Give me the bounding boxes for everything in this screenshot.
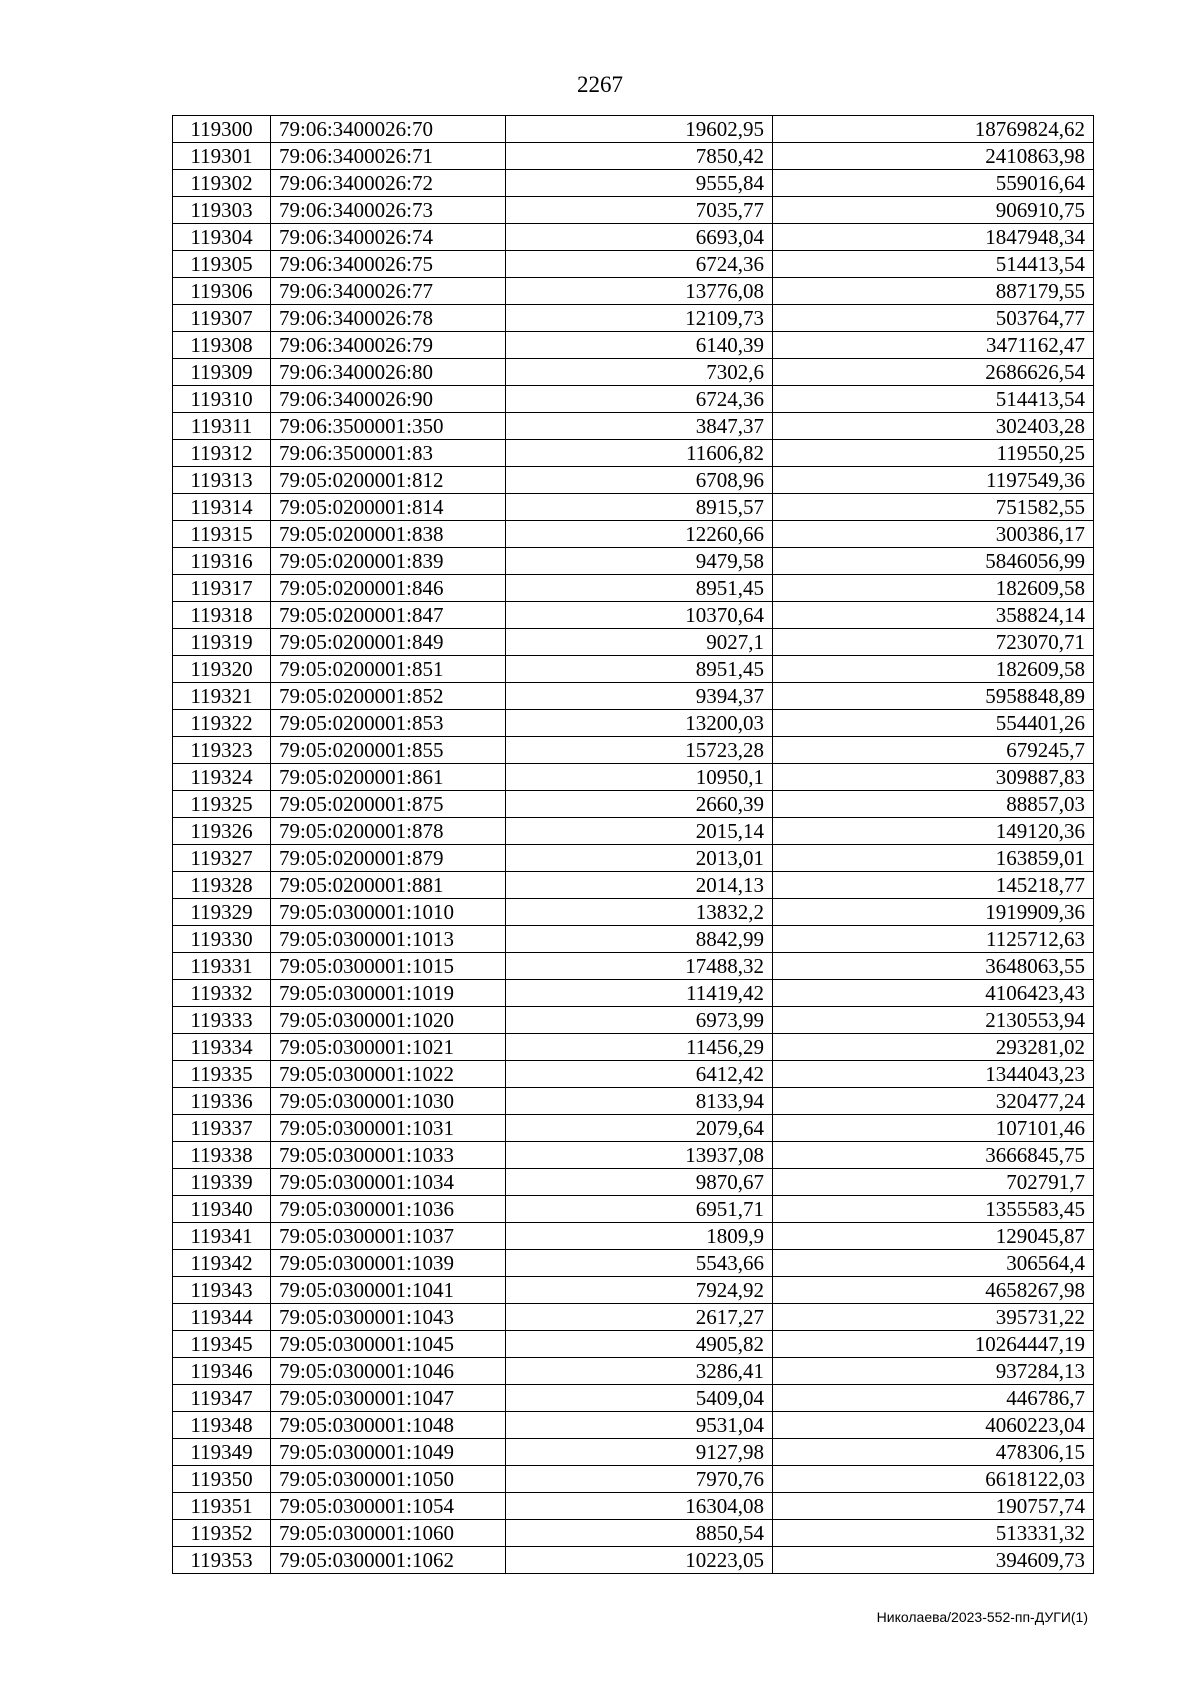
area-cell: 11456,29 xyxy=(506,1034,773,1061)
area-cell: 6724,36 xyxy=(506,251,773,278)
row-number-cell: 119327 xyxy=(173,845,271,872)
table-row xyxy=(173,440,1094,467)
cadastral-value-cell: 302403,28 xyxy=(773,413,1094,440)
area-cell: 11606,82 xyxy=(506,440,773,467)
table-row xyxy=(173,359,1094,386)
cadastral-number-cell: 79:05:0300001:1030 xyxy=(271,1088,506,1115)
row-number-cell: 119345 xyxy=(173,1331,271,1358)
area-cell: 9555,84 xyxy=(506,170,773,197)
table-row xyxy=(173,575,1094,602)
area-cell: 12109,73 xyxy=(506,305,773,332)
row-number-cell: 119342 xyxy=(173,1250,271,1277)
row-number-cell: 119333 xyxy=(173,1007,271,1034)
cadastral-number-cell: 79:05:0300001:1015 xyxy=(271,953,506,980)
cadastral-value-cell: 1344043,23 xyxy=(773,1061,1094,1088)
cadastral-number-cell: 79:05:0300001:1034 xyxy=(271,1169,506,1196)
cadastral-value-cell: 1355583,45 xyxy=(773,1196,1094,1223)
cadastral-number-cell: 79:05:0200001:875 xyxy=(271,791,506,818)
table-row xyxy=(173,170,1094,197)
row-number-cell: 119338 xyxy=(173,1142,271,1169)
cadastral-number-cell: 79:05:0200001:855 xyxy=(271,737,506,764)
cadastral-number-cell: 79:05:0300001:1054 xyxy=(271,1493,506,1520)
row-number-cell: 119344 xyxy=(173,1304,271,1331)
cadastral-number-cell: 79:05:0300001:1049 xyxy=(271,1439,506,1466)
cadastral-value-cell: 702791,7 xyxy=(773,1169,1094,1196)
row-number-cell: 119306 xyxy=(173,278,271,305)
cadastral-number-cell: 79:05:0300001:1060 xyxy=(271,1520,506,1547)
table-row xyxy=(173,1358,1094,1385)
table-row xyxy=(173,305,1094,332)
cadastral-value-cell: 3471162,47 xyxy=(773,332,1094,359)
cadastral-number-cell: 79:06:3400026:90 xyxy=(271,386,506,413)
cadastral-value-cell: 394609,73 xyxy=(773,1547,1094,1574)
table-row xyxy=(173,818,1094,845)
table-row xyxy=(173,899,1094,926)
row-number-cell: 119314 xyxy=(173,494,271,521)
table-row xyxy=(173,1412,1094,1439)
area-cell: 10950,1 xyxy=(506,764,773,791)
row-number-cell: 119349 xyxy=(173,1439,271,1466)
area-cell: 17488,32 xyxy=(506,953,773,980)
table-row xyxy=(173,1466,1094,1493)
row-number-cell: 119319 xyxy=(173,629,271,656)
area-cell: 13776,08 xyxy=(506,278,773,305)
table-row xyxy=(173,1061,1094,1088)
cadastral-number-cell: 79:05:0300001:1010 xyxy=(271,899,506,926)
area-cell: 7035,77 xyxy=(506,197,773,224)
row-number-cell: 119301 xyxy=(173,143,271,170)
area-cell: 8850,54 xyxy=(506,1520,773,1547)
row-number-cell: 119353 xyxy=(173,1547,271,1574)
table-row xyxy=(173,845,1094,872)
cadastral-number-cell: 79:06:3400026:71 xyxy=(271,143,506,170)
cadastral-number-cell: 79:05:0300001:1037 xyxy=(271,1223,506,1250)
cadastral-number-cell: 79:05:0300001:1048 xyxy=(271,1412,506,1439)
area-cell: 19602,95 xyxy=(506,116,773,143)
area-cell: 10370,64 xyxy=(506,602,773,629)
table-row xyxy=(173,764,1094,791)
table-row xyxy=(173,1331,1094,1358)
area-cell: 9127,98 xyxy=(506,1439,773,1466)
area-cell: 9479,58 xyxy=(506,548,773,575)
area-cell: 3286,41 xyxy=(506,1358,773,1385)
table-row xyxy=(173,1493,1094,1520)
cadastral-number-cell: 79:05:0300001:1036 xyxy=(271,1196,506,1223)
row-number-cell: 119302 xyxy=(173,170,271,197)
cadastral-number-cell: 79:05:0200001:853 xyxy=(271,710,506,737)
cadastral-value-cell: 2686626,54 xyxy=(773,359,1094,386)
cadastral-number-cell: 79:06:3500001:350 xyxy=(271,413,506,440)
cadastral-value-cell: 306564,4 xyxy=(773,1250,1094,1277)
area-cell: 5543,66 xyxy=(506,1250,773,1277)
cadastral-value-cell: 937284,13 xyxy=(773,1358,1094,1385)
cadastral-value-cell: 3648063,55 xyxy=(773,953,1094,980)
document-reference: Николаева/2023-552-пп-ДУГИ(1) xyxy=(876,1609,1088,1625)
cadastral-number-cell: 79:05:0200001:812 xyxy=(271,467,506,494)
area-cell: 6412,42 xyxy=(506,1061,773,1088)
area-cell: 6140,39 xyxy=(506,332,773,359)
cadastral-value-cell: 293281,02 xyxy=(773,1034,1094,1061)
cadastral-value-cell: 906910,75 xyxy=(773,197,1094,224)
area-cell: 7924,92 xyxy=(506,1277,773,1304)
cadastral-value-cell: 1197549,36 xyxy=(773,467,1094,494)
cadastral-value-cell: 1125712,63 xyxy=(773,926,1094,953)
cadastral-value-cell: 88857,03 xyxy=(773,791,1094,818)
cadastral-value-cell: 395731,22 xyxy=(773,1304,1094,1331)
cadastral-number-cell: 79:05:0300001:1031 xyxy=(271,1115,506,1142)
area-cell: 6693,04 xyxy=(506,224,773,251)
table-row xyxy=(173,1115,1094,1142)
table-row xyxy=(173,332,1094,359)
area-cell: 7850,42 xyxy=(506,143,773,170)
cadastral-number-cell: 79:06:3400026:75 xyxy=(271,251,506,278)
row-number-cell: 119310 xyxy=(173,386,271,413)
table-row xyxy=(173,1223,1094,1250)
row-number-cell: 119312 xyxy=(173,440,271,467)
table-row xyxy=(173,1304,1094,1331)
row-number-cell: 119325 xyxy=(173,791,271,818)
table-row xyxy=(173,1385,1094,1412)
area-cell: 8842,99 xyxy=(506,926,773,953)
cadastral-value-cell: 1847948,34 xyxy=(773,224,1094,251)
row-number-cell: 119321 xyxy=(173,683,271,710)
cadastral-value-cell: 446786,7 xyxy=(773,1385,1094,1412)
area-cell: 2014,13 xyxy=(506,872,773,899)
area-cell: 9027,1 xyxy=(506,629,773,656)
area-cell: 6973,99 xyxy=(506,1007,773,1034)
area-cell: 13937,08 xyxy=(506,1142,773,1169)
cadastral-number-cell: 79:05:0200001:849 xyxy=(271,629,506,656)
area-cell: 8133,94 xyxy=(506,1088,773,1115)
row-number-cell: 119316 xyxy=(173,548,271,575)
cadastral-value-cell: 10264447,19 xyxy=(773,1331,1094,1358)
cadastral-value-cell: 2130553,94 xyxy=(773,1007,1094,1034)
cadastral-value-cell: 559016,64 xyxy=(773,170,1094,197)
cadastral-value-cell: 300386,17 xyxy=(773,521,1094,548)
cadastral-value-cell: 5958848,89 xyxy=(773,683,1094,710)
area-cell: 2660,39 xyxy=(506,791,773,818)
table-row xyxy=(173,278,1094,305)
cadastral-value-cell: 554401,26 xyxy=(773,710,1094,737)
table-row xyxy=(173,116,1094,143)
cadastral-number-cell: 79:06:3400026:74 xyxy=(271,224,506,251)
cadastral-number-cell: 79:05:0300001:1041 xyxy=(271,1277,506,1304)
row-number-cell: 119304 xyxy=(173,224,271,251)
row-number-cell: 119305 xyxy=(173,251,271,278)
row-number-cell: 119300 xyxy=(173,116,271,143)
cadastral-value-cell: 478306,15 xyxy=(773,1439,1094,1466)
table-row xyxy=(173,1142,1094,1169)
cadastral-number-cell: 79:06:3500001:83 xyxy=(271,440,506,467)
cadastral-value-cell: 2410863,98 xyxy=(773,143,1094,170)
area-cell: 7302,6 xyxy=(506,359,773,386)
row-number-cell: 119309 xyxy=(173,359,271,386)
row-number-cell: 119337 xyxy=(173,1115,271,1142)
area-cell: 2079,64 xyxy=(506,1115,773,1142)
cadastral-value-cell: 6618122,03 xyxy=(773,1466,1094,1493)
table-row xyxy=(173,413,1094,440)
cadastral-number-cell: 79:05:0200001:839 xyxy=(271,548,506,575)
area-cell: 8915,57 xyxy=(506,494,773,521)
cadastral-value-cell: 309887,83 xyxy=(773,764,1094,791)
cadastral-value-cell: 119550,25 xyxy=(773,440,1094,467)
cadastral-number-cell: 79:05:0200001:838 xyxy=(271,521,506,548)
cadastral-value-cell: 887179,55 xyxy=(773,278,1094,305)
row-number-cell: 119343 xyxy=(173,1277,271,1304)
area-cell: 9394,37 xyxy=(506,683,773,710)
area-cell: 6724,36 xyxy=(506,386,773,413)
row-number-cell: 119322 xyxy=(173,710,271,737)
cadastral-value-cell: 18769824,62 xyxy=(773,116,1094,143)
cadastral-value-cell: 513331,32 xyxy=(773,1520,1094,1547)
cadastral-number-cell: 79:06:3400026:80 xyxy=(271,359,506,386)
row-number-cell: 119315 xyxy=(173,521,271,548)
cadastral-value-table xyxy=(172,115,1094,1574)
area-cell: 10223,05 xyxy=(506,1547,773,1574)
cadastral-value-cell: 5846056,99 xyxy=(773,548,1094,575)
cadastral-number-cell: 79:06:3400026:77 xyxy=(271,278,506,305)
row-number-cell: 119308 xyxy=(173,332,271,359)
cadastral-number-cell: 79:05:0300001:1045 xyxy=(271,1331,506,1358)
cadastral-number-cell: 79:05:0300001:1050 xyxy=(271,1466,506,1493)
cadastral-number-cell: 79:05:0300001:1039 xyxy=(271,1250,506,1277)
row-number-cell: 119320 xyxy=(173,656,271,683)
table-row xyxy=(173,1520,1094,1547)
cadastral-value-cell: 514413,54 xyxy=(773,386,1094,413)
area-cell: 8951,45 xyxy=(506,575,773,602)
table-row xyxy=(173,1277,1094,1304)
table-row xyxy=(173,467,1094,494)
row-number-cell: 119350 xyxy=(173,1466,271,1493)
area-cell: 3847,37 xyxy=(506,413,773,440)
table-body xyxy=(173,116,1094,1574)
row-number-cell: 119352 xyxy=(173,1520,271,1547)
area-cell: 9870,67 xyxy=(506,1169,773,1196)
table-row xyxy=(173,494,1094,521)
cadastral-value-cell: 4060223,04 xyxy=(773,1412,1094,1439)
table-row xyxy=(173,953,1094,980)
table-row xyxy=(173,197,1094,224)
row-number-cell: 119348 xyxy=(173,1412,271,1439)
cadastral-value-cell: 107101,46 xyxy=(773,1115,1094,1142)
table-row xyxy=(173,737,1094,764)
cadastral-value-cell: 723070,71 xyxy=(773,629,1094,656)
cadastral-value-cell: 182609,58 xyxy=(773,656,1094,683)
cadastral-number-cell: 79:05:0200001:881 xyxy=(271,872,506,899)
cadastral-value-cell: 1919909,36 xyxy=(773,899,1094,926)
row-number-cell: 119330 xyxy=(173,926,271,953)
cadastral-value-cell: 190757,74 xyxy=(773,1493,1094,1520)
row-number-cell: 119313 xyxy=(173,467,271,494)
row-number-cell: 119328 xyxy=(173,872,271,899)
cadastral-value-cell: 358824,14 xyxy=(773,602,1094,629)
cadastral-number-cell: 79:05:0300001:1043 xyxy=(271,1304,506,1331)
cadastral-number-cell: 79:05:0200001:852 xyxy=(271,683,506,710)
cadastral-number-cell: 79:05:0300001:1019 xyxy=(271,980,506,1007)
row-number-cell: 119339 xyxy=(173,1169,271,1196)
table-row xyxy=(173,224,1094,251)
row-number-cell: 119341 xyxy=(173,1223,271,1250)
cadastral-value-cell: 751582,55 xyxy=(773,494,1094,521)
table-row xyxy=(173,386,1094,413)
area-cell: 4905,82 xyxy=(506,1331,773,1358)
row-number-cell: 119336 xyxy=(173,1088,271,1115)
table-row xyxy=(173,791,1094,818)
table-row xyxy=(173,521,1094,548)
row-number-cell: 119351 xyxy=(173,1493,271,1520)
row-number-cell: 119317 xyxy=(173,575,271,602)
cadastral-number-cell: 79:05:0300001:1062 xyxy=(271,1547,506,1574)
table-row xyxy=(173,683,1094,710)
area-cell: 7970,76 xyxy=(506,1466,773,1493)
cadastral-value-cell: 503764,77 xyxy=(773,305,1094,332)
row-number-cell: 119335 xyxy=(173,1061,271,1088)
row-number-cell: 119326 xyxy=(173,818,271,845)
table-row xyxy=(173,1250,1094,1277)
area-cell: 16304,08 xyxy=(506,1493,773,1520)
row-number-cell: 119303 xyxy=(173,197,271,224)
table-row xyxy=(173,710,1094,737)
table-row xyxy=(173,980,1094,1007)
cadastral-value-cell: 149120,36 xyxy=(773,818,1094,845)
row-number-cell: 119318 xyxy=(173,602,271,629)
row-number-cell: 119329 xyxy=(173,899,271,926)
cadastral-number-cell: 79:05:0200001:851 xyxy=(271,656,506,683)
area-cell: 6951,71 xyxy=(506,1196,773,1223)
cadastral-value-cell: 679245,7 xyxy=(773,737,1094,764)
cadastral-value-cell: 163859,01 xyxy=(773,845,1094,872)
row-number-cell: 119323 xyxy=(173,737,271,764)
cadastral-number-cell: 79:06:3400026:72 xyxy=(271,170,506,197)
cadastral-number-cell: 79:05:0200001:878 xyxy=(271,818,506,845)
cadastral-number-cell: 79:05:0200001:879 xyxy=(271,845,506,872)
row-number-cell: 119331 xyxy=(173,953,271,980)
row-number-cell: 119332 xyxy=(173,980,271,1007)
table-row xyxy=(173,1547,1094,1574)
area-cell: 11419,42 xyxy=(506,980,773,1007)
area-cell: 15723,28 xyxy=(506,737,773,764)
page-number: 2267 xyxy=(577,72,623,97)
cadastral-number-cell: 79:05:0300001:1046 xyxy=(271,1358,506,1385)
row-number-cell: 119324 xyxy=(173,764,271,791)
row-number-cell: 119311 xyxy=(173,413,271,440)
area-cell: 5409,04 xyxy=(506,1385,773,1412)
area-cell: 12260,66 xyxy=(506,521,773,548)
row-number-cell: 119340 xyxy=(173,1196,271,1223)
cadastral-number-cell: 79:05:0300001:1047 xyxy=(271,1385,506,1412)
cadastral-number-cell: 79:06:3400026:73 xyxy=(271,197,506,224)
table-row xyxy=(173,251,1094,278)
table-row xyxy=(173,656,1094,683)
table-row xyxy=(173,629,1094,656)
cadastral-number-cell: 79:06:3400026:79 xyxy=(271,332,506,359)
cadastral-value-cell: 145218,77 xyxy=(773,872,1094,899)
table-row xyxy=(173,872,1094,899)
table-row xyxy=(173,143,1094,170)
table-row xyxy=(173,1196,1094,1223)
cadastral-value-cell: 514413,54 xyxy=(773,251,1094,278)
table-row xyxy=(173,1034,1094,1061)
area-cell: 2013,01 xyxy=(506,845,773,872)
area-cell: 2015,14 xyxy=(506,818,773,845)
row-number-cell: 119334 xyxy=(173,1034,271,1061)
cadastral-value-cell: 129045,87 xyxy=(773,1223,1094,1250)
row-number-cell: 119347 xyxy=(173,1385,271,1412)
row-number-cell: 119346 xyxy=(173,1358,271,1385)
cadastral-number-cell: 79:05:0200001:846 xyxy=(271,575,506,602)
table-row xyxy=(173,602,1094,629)
cadastral-number-cell: 79:05:0300001:1022 xyxy=(271,1061,506,1088)
table-row xyxy=(173,1088,1094,1115)
cadastral-number-cell: 79:05:0300001:1020 xyxy=(271,1007,506,1034)
table-row xyxy=(173,1007,1094,1034)
cadastral-value-cell: 4658267,98 xyxy=(773,1277,1094,1304)
table-row xyxy=(173,926,1094,953)
table-row xyxy=(173,1439,1094,1466)
cadastral-number-cell: 79:05:0200001:861 xyxy=(271,764,506,791)
area-cell: 8951,45 xyxy=(506,656,773,683)
cadastral-number-cell: 79:05:0300001:1021 xyxy=(271,1034,506,1061)
cadastral-number-cell: 79:05:0200001:847 xyxy=(271,602,506,629)
area-cell: 13200,03 xyxy=(506,710,773,737)
area-cell: 1809,9 xyxy=(506,1223,773,1250)
area-cell: 2617,27 xyxy=(506,1304,773,1331)
cadastral-value-cell: 3666845,75 xyxy=(773,1142,1094,1169)
cadastral-number-cell: 79:05:0300001:1013 xyxy=(271,926,506,953)
area-cell: 13832,2 xyxy=(506,899,773,926)
cadastral-value-cell: 320477,24 xyxy=(773,1088,1094,1115)
area-cell: 9531,04 xyxy=(506,1412,773,1439)
cadastral-value-cell: 182609,58 xyxy=(773,575,1094,602)
table-row xyxy=(173,1169,1094,1196)
table-row xyxy=(173,548,1094,575)
cadastral-number-cell: 79:06:3400026:78 xyxy=(271,305,506,332)
cadastral-value-cell: 4106423,43 xyxy=(773,980,1094,1007)
cadastral-number-cell: 79:06:3400026:70 xyxy=(271,116,506,143)
area-cell: 6708,96 xyxy=(506,467,773,494)
cadastral-number-cell: 79:05:0200001:814 xyxy=(271,494,506,521)
row-number-cell: 119307 xyxy=(173,305,271,332)
cadastral-number-cell: 79:05:0300001:1033 xyxy=(271,1142,506,1169)
